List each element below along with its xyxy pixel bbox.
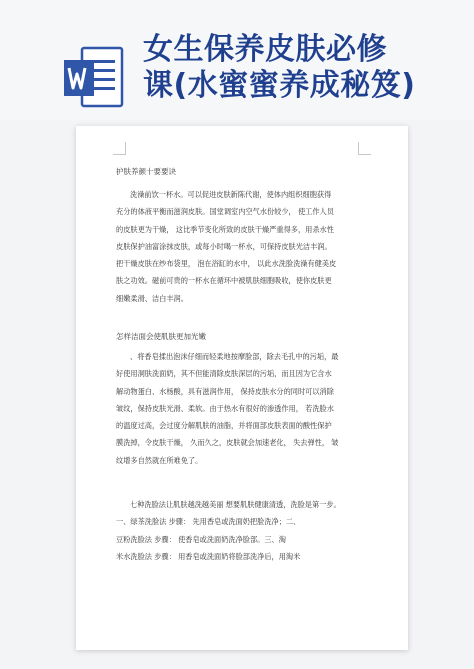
section-heading-1: 护肤养颜十要要诀	[116, 167, 176, 176]
text-line: 米水洗脸法 步骤： 用香皂或洗面奶将脸部洗净后，用淘米	[116, 551, 301, 561]
text-line: 一、绿茶洗脸法 步骤： 先用香皂或洗面奶把脸洗净；二、	[116, 517, 301, 527]
title-line-2: 课(水蜜蜜养成秘笈)	[143, 68, 416, 103]
text-line: 肤之功效。磁前可贵的一杯水在循环中被肌肤细胞吸收，使你皮肤更	[116, 276, 332, 286]
page-title	[143, 32, 469, 104]
text-line: 纹增多自然就在所难免了。	[116, 455, 203, 465]
text-line: 皮肤保护油富涂抹皮肤，或每小时喝一杯水，可保持皮肤光洁丰润。	[116, 241, 332, 251]
text-line: 豆粉洗脸法 步骤： 使香皂或洗面奶洗净脸部。三、淘	[116, 534, 286, 544]
text-line: 充分的体液平衡而滋润皮肤。国堂调室内空气水份较少， 使工作人员	[116, 207, 334, 217]
margin-corner-mark	[113, 142, 126, 155]
section-heading-2: 怎样洁面会使肌肤更加光嫩	[116, 332, 206, 341]
text-line: 解动物蛋白、水杨酸，具有滋润作用， 保持皮肤水分的同时可以消除	[116, 386, 334, 396]
paragraph-3	[116, 496, 372, 565]
margin-corner-mark	[358, 142, 371, 155]
text-line: 皱纹，保持皮肤光滑、柔软。由于热水有很好的渗透作用， 若洗脸水	[116, 403, 334, 413]
text-line: 把干燥皮肤在纱布袋里， 泡在浴缸的水中， 以此水洗脸洗澡有健美皮	[116, 259, 337, 269]
text-line: 细嫩柔滑、洁白丰润。	[116, 293, 188, 303]
text-line: 的温度过高，会过度分解肌肤的油脂，并将面部皮肤表面的酸性保护	[116, 421, 332, 431]
text-line: 、将香皂揉出泡沫仔细而轻柔地按摩脸部，除去毛孔中的污垢，最	[130, 352, 339, 361]
document-page	[76, 126, 408, 650]
text-line: 七种洗脸法让肌肤越洗越美丽 想要肌肤健康清透，洗脸是第一步。	[130, 500, 341, 509]
paragraph-2	[116, 348, 372, 469]
text-line: 膜洗掉，令皮肤干燥， 久而久之，皮肤就会加速老化， 失去弹性， 皱	[116, 438, 339, 448]
title-line-1: 女生保养皮肤必修	[143, 32, 387, 67]
text-line: 的皮肤更为干燥， 这比季节变化所致的皮肤干燥严重得多，用杀水性	[116, 224, 334, 234]
paragraph-1	[116, 186, 372, 307]
text-line: 好使用洞肤洗面奶，其不但能清除皮肤深层的污垢，而且因为它含水	[116, 369, 332, 379]
text-line: 洗澡前饮一杯水。可以促进皮肤新陈代谢，使体内组织细胞获得	[130, 190, 332, 199]
word-doc-icon	[60, 44, 126, 110]
